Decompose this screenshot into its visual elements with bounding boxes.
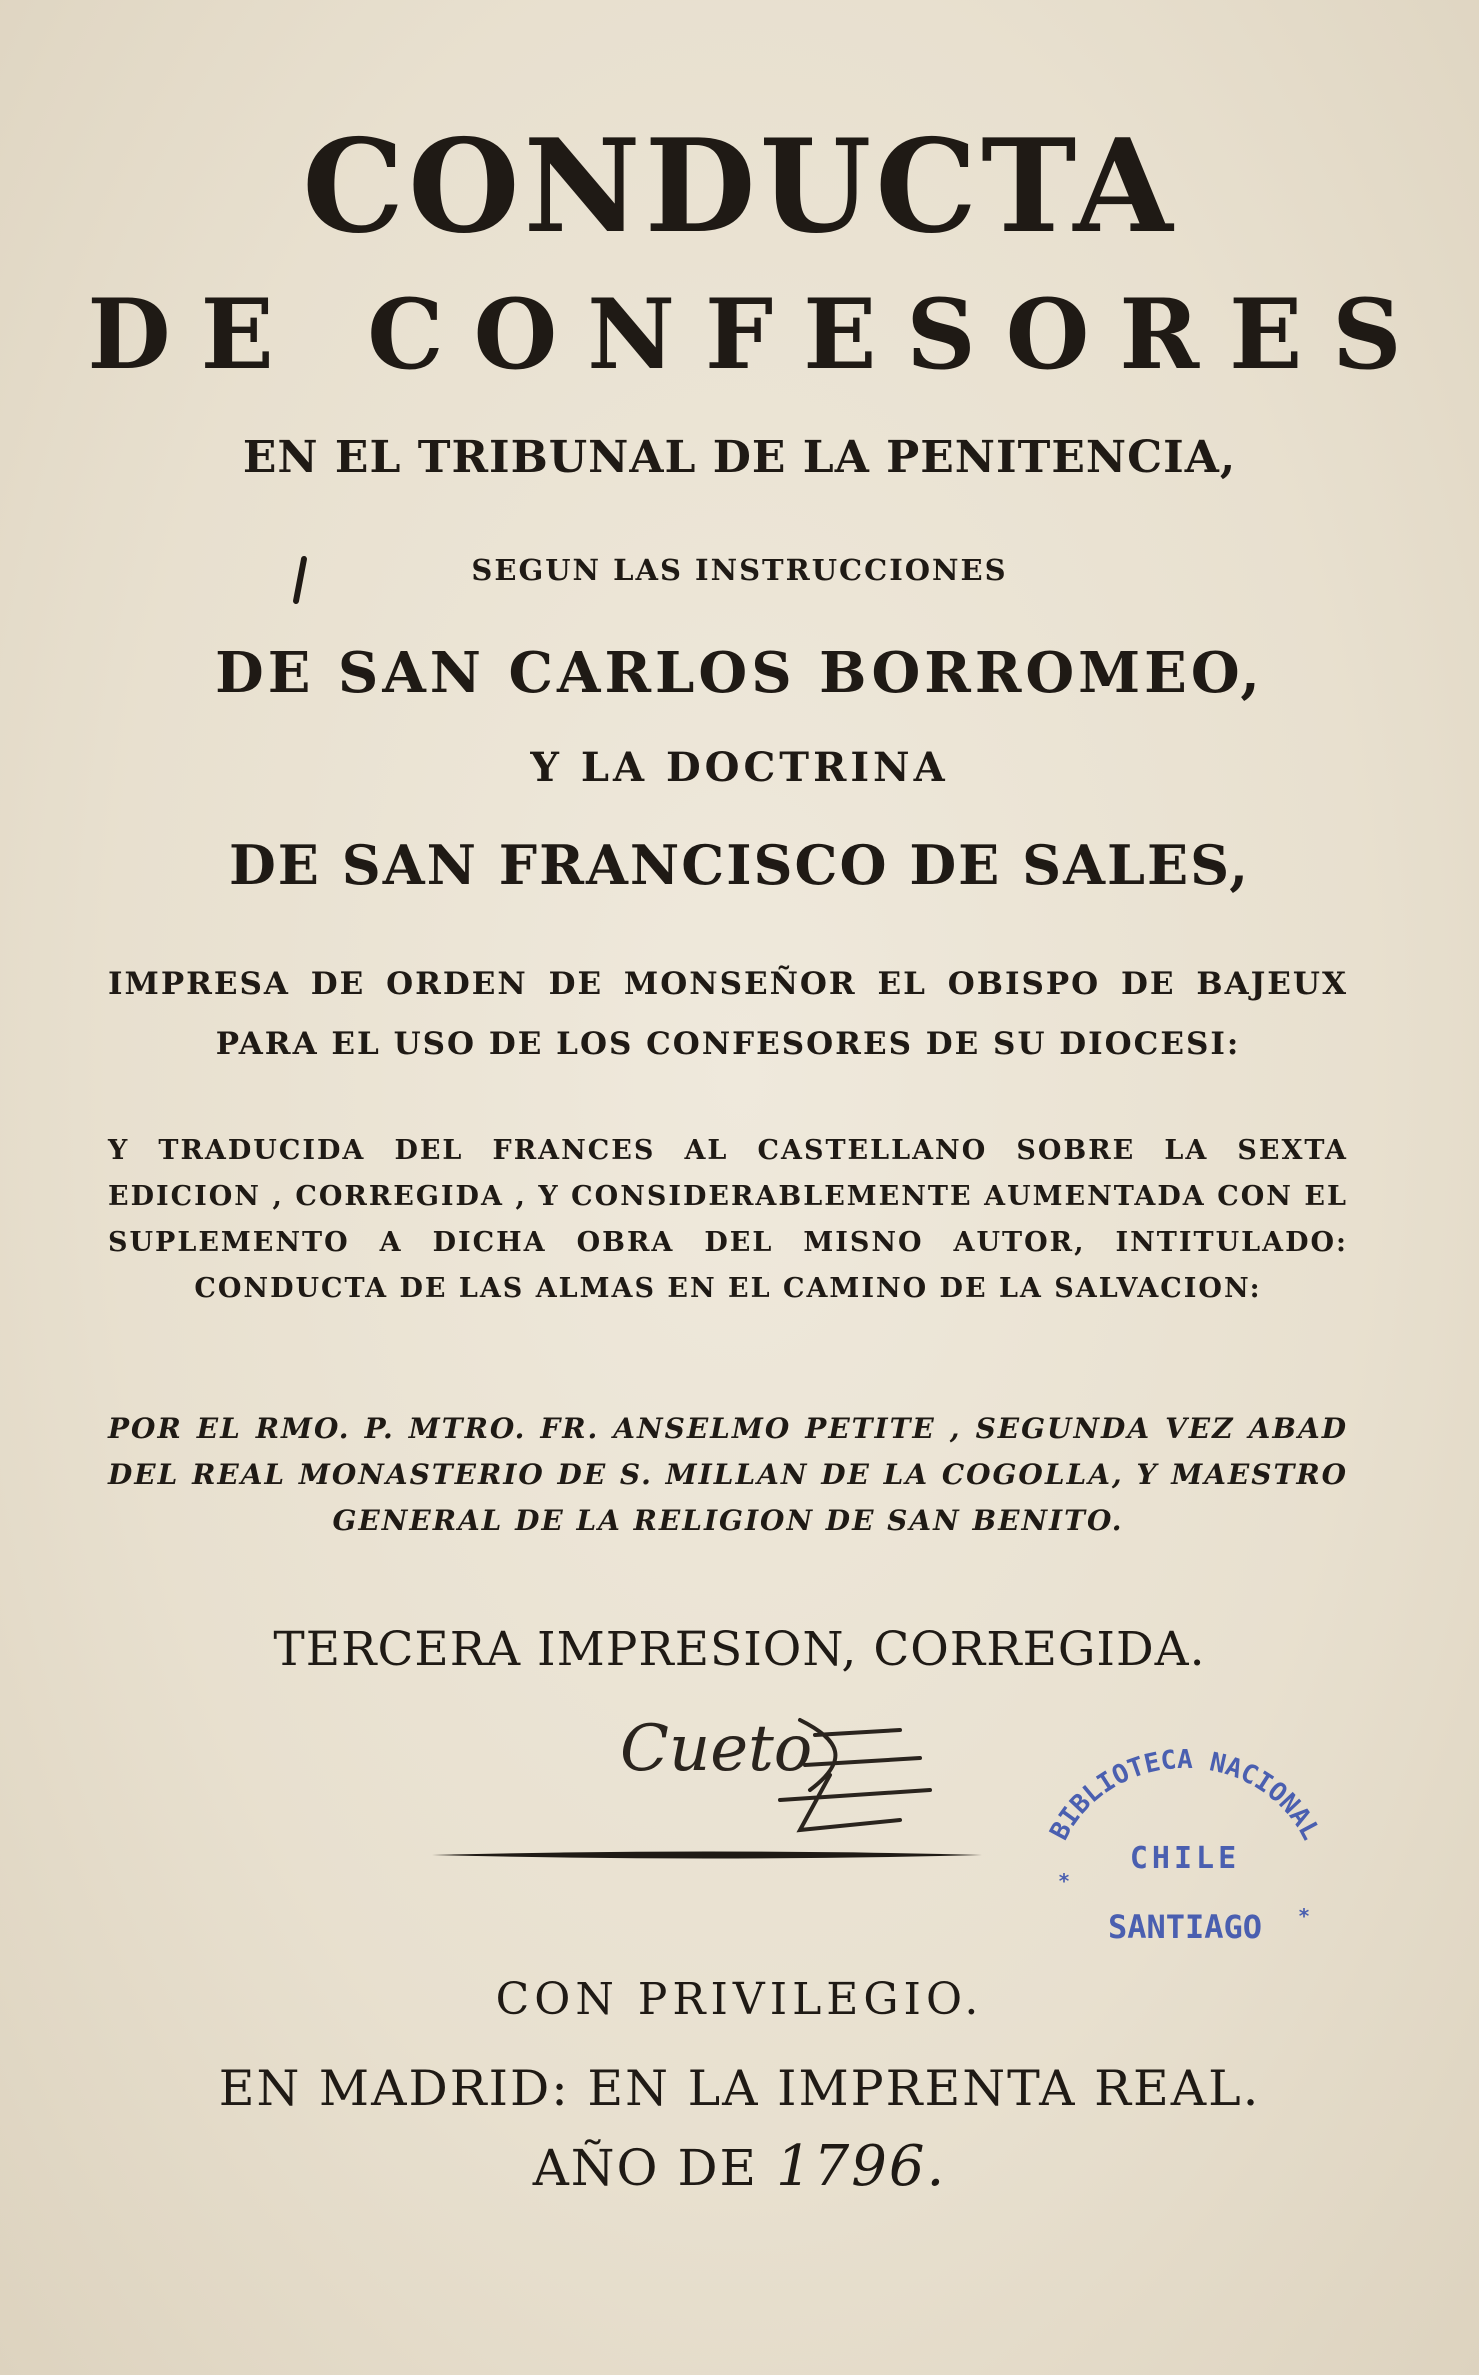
ornamental-rule [432, 1850, 982, 1860]
impresa-paragraph: IMPRESA DE ORDEN DE MONSEÑOR EL OBISPO DE BAJEUX PARA EL USO DE LOS CONFESORES DE SU DIOCESI: [108, 966, 1348, 1062]
title-line-1: CONDUCTA [302, 112, 1177, 262]
privilegio-line: CON PRIVILEGIO. [495, 1974, 984, 2025]
publication-year: 1796. [775, 2134, 947, 2199]
subtitle-instrucciones: SEGUN LAS INSTRUCCIONES [471, 553, 1008, 587]
author-paragraph: POR EL RMO. P. MTRO. FR. ANSELMO PETITE , SEGUNDA VEZ ABAD DEL REAL MONASTERIO DE S. MILLAN DE LA COGOLLA, Y MAESTRO GENERAL DE LA RELIGION DE SAN BENITO. [108, 1412, 1348, 1537]
signature-text: Cueto [620, 1712, 813, 1786]
edition-line: TERCERA IMPRESION, CORREGIDA. [273, 1622, 1206, 1677]
traducida-paragraph: Y TRADUCIDA DEL FRANCES AL CASTELLANO SOBRE LA SEXTA EDICION , CORREGIDA , Y CONSIDERABLEMENTE AUMENTADA CON EL SUPLEMENTO A DICHA OBRA DEL MISNO AUTOR, INTITULADO: CONDUCTA DE LAS ALMAS EN EL CAMINO DE LA SALVACION: [108, 1135, 1348, 1304]
library-stamp [1030, 1738, 1340, 1968]
subtitle-borromeo: DE SAN CARLOS BORROMEO, [215, 640, 1264, 706]
subtitle-doctrina: Y LA DOCTRINA [530, 744, 949, 791]
svg-text:BIBLIOTECA NACIONAL [1045, 1745, 1326, 1845]
subtitle-sales: DE SAN FRANCISCO DE SALES, [228, 833, 1251, 897]
handwritten-signature [600, 1680, 940, 1840]
stamp-star-icon: * [1058, 1869, 1071, 1893]
subtitle-tribunal: EN EL TRIBUNAL DE LA PENITENCIA, [242, 432, 1237, 483]
year-label: AÑO DE [532, 2139, 759, 2197]
imprint-madrid: EN MADRID: EN LA IMPRENTA REAL. [218, 2060, 1261, 2117]
title-line-2: DE CONFESORES [87, 278, 1432, 391]
stamp-bottom-text: SANTIAGO [1107, 1908, 1263, 1946]
stamp-star-icon: * [1298, 1904, 1311, 1928]
stamp-top-text: BIBLIOTECA NACIONAL [1044, 1745, 1326, 1846]
imprint-year-line [0, 2134, 1479, 2199]
stamp-middle-text: CHILE [1129, 1841, 1241, 1876]
